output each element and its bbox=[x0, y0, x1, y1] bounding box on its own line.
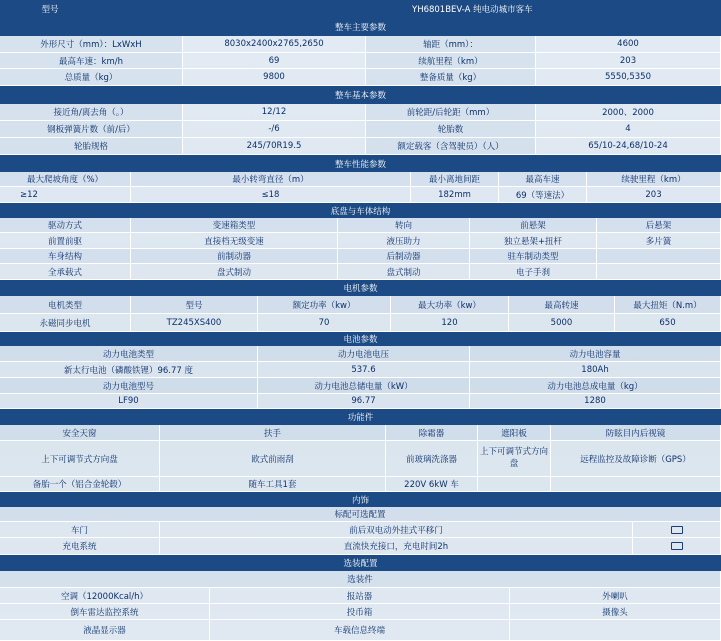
table-cell: 倒车雷达监控系统 bbox=[0, 604, 210, 620]
table-row bbox=[0, 378, 721, 394]
table-cell bbox=[597, 264, 721, 280]
table-cell: 报站器 bbox=[210, 588, 510, 604]
table-cell: 车载信息终端 bbox=[210, 620, 510, 641]
column-header: 前制动器 bbox=[131, 249, 338, 264]
table-row bbox=[0, 314, 721, 332]
spec-value: 8030x2400x2765,2650 bbox=[183, 36, 366, 53]
spec-label: 总质量（kg） bbox=[0, 69, 183, 86]
table-cell: 盘式制动 bbox=[131, 264, 338, 280]
spec-label: 前轮距/后轮距（mm） bbox=[366, 104, 536, 121]
table-cell: 永磁同步电机 bbox=[0, 314, 131, 332]
subsection-title: 标配可选配置 bbox=[0, 507, 721, 522]
table-row bbox=[0, 218, 721, 233]
table-row bbox=[0, 394, 721, 409]
spec-label: 额定载客（含驾驶员）（人） bbox=[366, 138, 536, 155]
table-cell: 1280 bbox=[470, 394, 721, 409]
table-row bbox=[0, 571, 721, 588]
table-cell: TZ245XS400 bbox=[131, 314, 258, 332]
table-cell: 独立悬架+扭杆 bbox=[470, 233, 597, 249]
section-main-params: 整车主要参数 bbox=[0, 18, 721, 36]
section-features: 功能件 bbox=[0, 409, 721, 425]
section-motor: 电机参数 bbox=[0, 280, 721, 296]
table-cell bbox=[478, 477, 551, 492]
table-cell: LF90 bbox=[0, 394, 258, 409]
column-header: 安全天窗 bbox=[0, 425, 160, 441]
table-cell: 5000 bbox=[509, 314, 615, 332]
table-cell: 69（等速法） bbox=[499, 187, 587, 203]
column-header: 遮阳板 bbox=[478, 425, 551, 441]
table-cell: 上下可调节式方向盘 bbox=[0, 441, 160, 477]
column-header: 后悬架 bbox=[597, 218, 721, 233]
column-header: 变速箱类型 bbox=[131, 218, 338, 233]
table-row bbox=[0, 296, 721, 314]
column-header: 动力电池总成电量（kg） bbox=[470, 378, 721, 394]
spec-value: 245/70R19.5 bbox=[183, 138, 366, 155]
spec-value: 203 bbox=[536, 53, 721, 69]
table-cell: 180Ah bbox=[470, 362, 721, 378]
table-cell: 直接档无级变速 bbox=[131, 233, 338, 249]
column-header bbox=[597, 249, 721, 264]
section-options: 选装配置 bbox=[0, 555, 721, 571]
spec-label: 接近角/离去角（。） bbox=[0, 104, 183, 121]
column-header: 车身结构 bbox=[0, 249, 131, 264]
section-performance: 整车性能参数 bbox=[0, 155, 721, 172]
model-header bbox=[0, 0, 721, 18]
table-row bbox=[0, 69, 721, 86]
column-header: 动力电池类型 bbox=[0, 346, 258, 362]
table-cell: 全承载式 bbox=[0, 264, 131, 280]
column-header: 动力电池总储电量（kW） bbox=[258, 378, 470, 394]
column-header: 最高转速 bbox=[509, 296, 615, 314]
column-header: 动力电池容量 bbox=[470, 346, 721, 362]
table-cell: 182mm bbox=[411, 187, 499, 203]
table-cell bbox=[551, 477, 721, 492]
column-header: 最小转弯直径（m） bbox=[131, 172, 411, 187]
column-header: 后制动器 bbox=[338, 249, 470, 264]
spec-label: 续航里程（km） bbox=[366, 53, 536, 69]
column-header: 续驶里程（km） bbox=[587, 172, 721, 187]
table-cell bbox=[510, 620, 721, 641]
table-cell: 70 bbox=[258, 314, 391, 332]
table-row bbox=[0, 441, 721, 477]
checkbox-cell bbox=[633, 522, 721, 538]
subsection-title: 选装件 bbox=[0, 571, 721, 588]
column-header: 转向 bbox=[338, 218, 470, 233]
table-row bbox=[0, 522, 721, 538]
column-header: 最大爬坡角度（%） bbox=[0, 172, 131, 187]
table-row bbox=[0, 172, 721, 187]
spec-value: 9800 bbox=[183, 69, 366, 86]
column-header: 除霜器 bbox=[386, 425, 478, 441]
column-header: 扶手 bbox=[160, 425, 386, 441]
spec-label: 整备质量（kg） bbox=[366, 69, 536, 86]
table-cell: 203 bbox=[587, 187, 721, 203]
section-battery: 电池参数 bbox=[0, 332, 721, 346]
table-row bbox=[0, 507, 721, 522]
column-header: 驻车制动类型 bbox=[470, 249, 597, 264]
table-cell: 液晶显示器 bbox=[0, 620, 210, 641]
table-cell: 前置前驱 bbox=[0, 233, 131, 249]
table-row bbox=[0, 187, 721, 203]
checkbox-icon[interactable] bbox=[671, 526, 683, 534]
column-header: 最大扭矩（N.m） bbox=[615, 296, 721, 314]
table-cell: 备胎一个（铝合金轮毂） bbox=[0, 477, 160, 492]
column-header: 最高车速 bbox=[499, 172, 587, 187]
table-cell: 220V 6kW 车 bbox=[386, 477, 478, 492]
table-row bbox=[0, 425, 721, 441]
table-cell: 电子手刹 bbox=[470, 264, 597, 280]
column-header: 动力电池型号 bbox=[0, 378, 258, 394]
table-cell: 空调（12000Kcal/h） bbox=[0, 588, 210, 604]
table-cell: 充电系统 bbox=[0, 538, 160, 555]
column-header: 额定功率（kw） bbox=[258, 296, 391, 314]
spec-value: 65/10-24,68/10-24 bbox=[536, 138, 721, 155]
section-chassis: 底盘与车体结构 bbox=[0, 203, 721, 218]
spec-label: 轮胎数 bbox=[366, 121, 536, 138]
column-header: 防眩目内后视镜 bbox=[551, 425, 721, 441]
spec-value: 12/12 bbox=[183, 104, 366, 121]
table-cell: 上下可调节式方向盘 bbox=[478, 441, 551, 477]
model-label: 型号 bbox=[41, 5, 59, 15]
table-row bbox=[0, 138, 721, 155]
table-cell: 96.77 bbox=[258, 394, 470, 409]
spec-value: 4600 bbox=[536, 36, 721, 53]
table-cell: 欧式前雨刮 bbox=[160, 441, 386, 477]
table-row bbox=[0, 249, 721, 264]
table-cell: 远程监控及故障诊断（GPS） bbox=[551, 441, 721, 477]
table-row bbox=[0, 36, 721, 53]
spec-value: 69 bbox=[183, 53, 366, 69]
table-cell: 前后双电动外挂式平移门 bbox=[160, 522, 633, 538]
table-cell: 液压助力 bbox=[338, 233, 470, 249]
table-cell: 盘式制动 bbox=[338, 264, 470, 280]
table-cell: 直流快充接口，充电时间2h bbox=[160, 538, 633, 555]
spec-label: 钢板弹簧片数（前/后） bbox=[0, 121, 183, 138]
table-cell: 随车工具1套 bbox=[160, 477, 386, 492]
spec-label: 轮胎规格 bbox=[0, 138, 183, 155]
spec-label: 最高车速：km/h bbox=[0, 53, 183, 69]
table-cell: 537.6 bbox=[258, 362, 470, 378]
table-cell: 前玻璃洗涤器 bbox=[386, 441, 478, 477]
section-basic-params: 整车基本参数 bbox=[0, 86, 721, 104]
table-row bbox=[0, 53, 721, 69]
spec-value: 4 bbox=[536, 121, 721, 138]
table-row bbox=[0, 346, 721, 362]
table-row bbox=[0, 477, 721, 492]
table-row bbox=[0, 121, 721, 138]
spec-value: 2000、2000 bbox=[536, 104, 721, 121]
table-cell: 多片簧 bbox=[597, 233, 721, 249]
checkbox-icon[interactable] bbox=[671, 542, 683, 550]
column-header: 动力电池电压 bbox=[258, 346, 470, 362]
table-cell: 650 bbox=[615, 314, 721, 332]
table-cell: 投币箱 bbox=[210, 604, 510, 620]
table-cell: ≥12 bbox=[0, 187, 131, 203]
spec-label: 外形尺寸（mm）：LxWxH bbox=[0, 36, 183, 53]
column-header: 最大功率（kw） bbox=[391, 296, 509, 314]
spec-label: 轴距（mm）： bbox=[366, 36, 536, 53]
column-header: 前悬架 bbox=[470, 218, 597, 233]
table-cell: ≤18 bbox=[131, 187, 411, 203]
table-row bbox=[0, 588, 721, 604]
model-value: YH6801BEV-A 纯电动城市客车 bbox=[412, 5, 533, 15]
table-row bbox=[0, 604, 721, 620]
table-cell: 外喇叭 bbox=[510, 588, 721, 604]
table-row bbox=[0, 620, 721, 641]
table-row bbox=[0, 264, 721, 280]
table-row bbox=[0, 233, 721, 249]
spec-value: 5550,5350 bbox=[536, 69, 721, 86]
column-header: 型号 bbox=[131, 296, 258, 314]
checkbox-cell bbox=[633, 538, 721, 555]
table-row bbox=[0, 104, 721, 121]
section-interior: 内饰 bbox=[0, 492, 721, 507]
table-row bbox=[0, 362, 721, 378]
table-row bbox=[0, 538, 721, 555]
spec-value: -/6 bbox=[183, 121, 366, 138]
column-header: 电机类型 bbox=[0, 296, 131, 314]
column-header: 最小离地间距 bbox=[411, 172, 499, 187]
table-cell: 车门 bbox=[0, 522, 160, 538]
table-cell: 新太行电池（磷酸铁锂）96.77 度 bbox=[0, 362, 258, 378]
table-cell: 120 bbox=[391, 314, 509, 332]
column-header: 驱动方式 bbox=[0, 218, 131, 233]
table-cell: 摄像头 bbox=[510, 604, 721, 620]
